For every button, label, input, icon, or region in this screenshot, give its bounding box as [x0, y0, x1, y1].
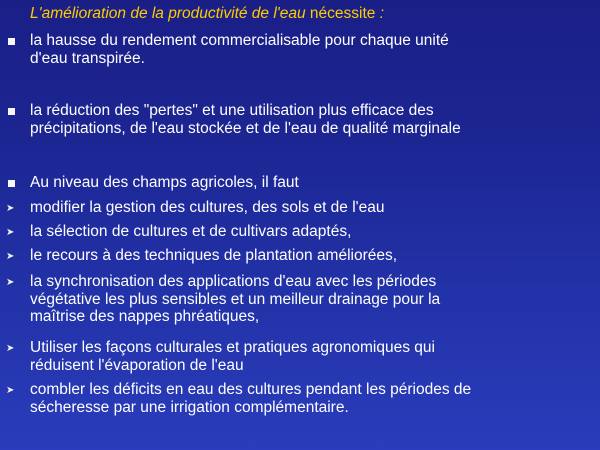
- square-bullet-icon: [8, 108, 15, 115]
- bullet-text: Au niveau des champs agricoles, il faut: [30, 174, 299, 191]
- title-colon: :: [379, 5, 385, 22]
- arrow-bullet-icon: ➤: [6, 385, 15, 396]
- bullet-text: la réduction des "pertes" et une utilisation plus efficace des précipitations, de l'eau stockée et de l'eau de qualité marginale: [30, 102, 461, 137]
- bullet-text: Utiliser les façons culturales et pratiques agronomiques qui réduisent l'évaporation de l'eau: [30, 339, 435, 374]
- arrow-bullet-icon: ➤: [6, 251, 15, 262]
- title-italic: L'amélioration de la productivité de l'eau: [30, 5, 306, 22]
- arrow-bullet-icon: ➤: [6, 277, 15, 288]
- bullet-text: la synchronisation des applications d'eau avec les périodes végétative les plus sensibles et un meilleur drainage pour la maîtrise des nappes phréatiques,: [30, 273, 441, 325]
- arrow-bullet-icon: ➤: [6, 203, 15, 214]
- bullet-text: le recours à des techniques de plantation améliorées,: [30, 247, 398, 264]
- bullet-text: la hausse du rendement commercialisable pour chaque unité d'eau transpirée.: [30, 32, 449, 67]
- bullet-text: combler les déficits en eau des cultures pendant les périodes de sécheresse par une irrigation complémentaire.: [30, 381, 472, 416]
- bullet-text: la sélection de cultures et de cultivars adaptés,: [30, 223, 352, 240]
- square-bullet-icon: [8, 180, 15, 187]
- bullet-text: modifier la gestion des cultures, des sols et de l'eau: [30, 199, 385, 216]
- slide-title: [30, 4, 384, 24]
- arrow-bullet-icon: ➤: [6, 343, 15, 354]
- square-bullet-icon: [8, 38, 15, 45]
- arrow-bullet-icon: ➤: [6, 227, 15, 238]
- title-normal: nécessite: [305, 5, 380, 22]
